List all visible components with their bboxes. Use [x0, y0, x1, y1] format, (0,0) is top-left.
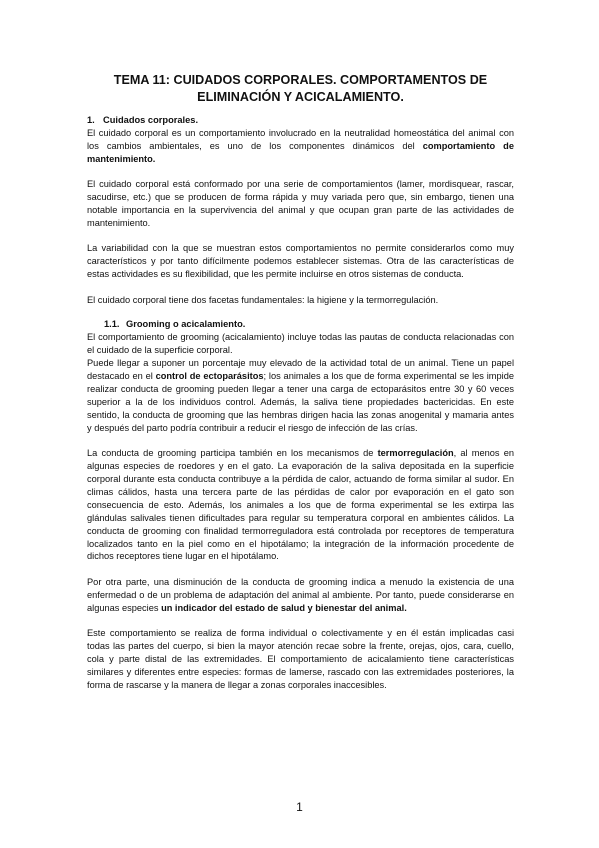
paragraph-7 [87, 447, 514, 563]
bold-term: termorregulación [377, 448, 454, 459]
paragraph-text: , al menos en algunas especies de roedores y en el gato. La evaporación de la saliva depositada en la superficie corporal durante esta conducta contribuye a la pérdida de calor, actuando de forma similar al sudor. En climas cálidos, hasta una tercera parte de las pérdidas de calor por evaporación en el gato son consecuencia de esto. Además, los animales a los que de forma experimental se les extirpa las glándulas salivales tienen dificultades para regular su temperatura corporal en ambientes cálidos. La conducta de grooming con finalidad termorreguladora está controlada por receptores de temperatura localizados tanto en la piel como en el hipotálamo; la integración de la información procedente de dichos receptores tiene lugar en el hipotálamo. [87, 448, 514, 562]
paragraph-3: La variabilidad con la que se muestran estos comportamientos no permite considerarlos como muy característicos y por tanto difícilmente podemos establecer sistemas. Otra de las características de estas actividades es su flexibilidad, que les permite incluirse en otros sistemas de conducta. [87, 243, 514, 280]
bold-term: comportamiento de mantenimiento. [87, 140, 514, 164]
paragraph-text: Por otra parte, una disminución de la conducta de grooming indica a menudo la existencia de una enfermedad o de un problema de adaptación del animal al ambiente. Por tanto, puede considerarse en algunas especies [87, 576, 514, 613]
section-number: 1. [87, 115, 95, 125]
paragraph-9: Este comportamiento se realiza de forma individual o colectivamente y en él están implicadas casi todas las partes del cuerpo, si bien la mayor atención recae sobre la frente, orejas, ojos, cara, cuello, cola y parte distal de las extremidades. El comportamiento de acicalamiento tiene características similares y diferentes entre especies: formas de lamerse, rascado con las extremidades posteriores, la forma de rascarse y la manera de llegar a zonas corporales inaccesibles. [87, 628, 514, 690]
paragraph-8 [87, 576, 514, 615]
section-heading-1-1 [104, 318, 514, 330]
paragraph-6 [87, 357, 514, 434]
section-heading-1 [87, 114, 514, 126]
section-heading-text: Cuidados corporales. [103, 115, 199, 125]
paragraph-1 [87, 127, 514, 166]
subsection-number: 1.1. [104, 319, 120, 330]
paragraph-text: Puede llegar a suponer un porcentaje muy elevado de la actividad total de un animal. Tiene un papel destacado en el [87, 358, 514, 382]
paragraph-4: El cuidado corporal tiene dos facetas fundamentales: la higiene y la termorregulación. [87, 294, 439, 305]
bold-term: un indicador del estado de salud y bienestar del animal. [161, 602, 407, 613]
document-title [87, 72, 514, 106]
paragraph-5: El comportamiento de grooming (acicalamiento) incluye todas las pautas de conducta relacionadas con el cuidado de la superficie corporal. [87, 332, 514, 356]
paragraph-2: El cuidado corporal está conformado por una serie de comportamientos (lamer, mordisquear, rascar, sacudirse, etc.) que se producen de forma rápida y muy variada pero que, sin embargo, tienen una notable importancia en la supervivencia del animal y que ocupan gran parte de las actividades de mantenimiento. [87, 179, 514, 228]
paragraph-text: El cuidado corporal es un comportamiento involucrado en la neutralidad homeostática del animal con los cambios ambientales, es uno de los componentes dinámicos del [87, 128, 514, 151]
title-line-2: ELIMINACIÓN Y ACICALAMIENTO. [197, 90, 404, 104]
paragraph-text: ; los animales a los que de forma experimental se les impide realizar conducta de grooming pueden llegar a tener una carga de ectoparásitos entre 30 y 60 veces superior a la de los individuos control. Además, la saliva tiene propiedades bactericidas. En este sentido, la conducta de grooming que las hembras dirigen hacia las zonas anogenital y mamaria antes y después del parto podría contribuir a reducir el riesgo de infección de las crías. [87, 371, 514, 433]
bold-term: control de ectoparásitos [155, 371, 264, 382]
page-number: 1 [296, 800, 303, 814]
paragraph-text: La conducta de grooming participa también en los mecanismos de [87, 448, 378, 459]
title-line-1: TEMA 11: CUIDADOS CORPORALES. COMPORTAMENTOS DE [113, 73, 488, 87]
page-content [87, 72, 514, 692]
subsection-heading-text: Grooming o acicalamiento. [126, 319, 246, 330]
